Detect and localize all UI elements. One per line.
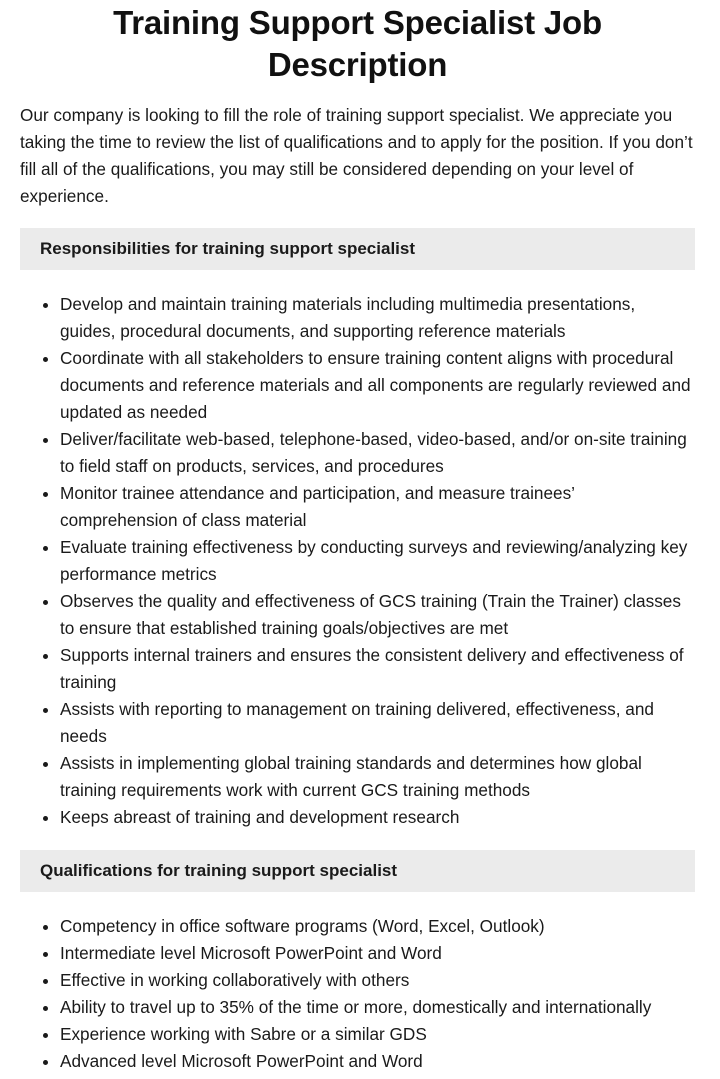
list-item: • Effective in working collaboratively with others bbox=[60, 967, 695, 994]
list-item: • Deliver/facilitate web-based, telephone-based, video-based, and/or on-site training to field staff on products, services, and procedures bbox=[60, 426, 695, 480]
list-item: • Advanced level Microsoft PowerPoint and Word bbox=[60, 1048, 695, 1075]
list-item: • Ability to travel up to 35% of the time or more, domestically and internationally bbox=[60, 994, 695, 1021]
list-item: • Intermediate level Microsoft PowerPoint and Word bbox=[60, 940, 695, 967]
page-title: Training Support Specialist Job Description bbox=[113, 4, 602, 83]
list-item: • Develop and maintain training materials including multimedia presentations, guides, procedural documents, and supporting reference materials bbox=[60, 291, 695, 345]
list-item: • Experience working with Sabre or a similar GDS bbox=[60, 1021, 695, 1048]
list-item: • Assists with reporting to management on training delivered, effectiveness, and needs bbox=[60, 696, 695, 750]
list-item: • Evaluate training effectiveness by conducting surveys and reviewing/analyzing key performance metrics bbox=[60, 534, 695, 588]
qualifications-heading: Qualifications for training support specialist bbox=[20, 850, 695, 892]
list-item: • Keeps abreast of training and development research bbox=[60, 804, 695, 831]
list-item: • Assists in implementing global training standards and determines how global training requirements work with current GCS training methods bbox=[60, 750, 695, 804]
responsibilities-list bbox=[20, 291, 695, 831]
intro-paragraph: Our company is looking to fill the role of training support specialist. We appreciate you taking the time to review the list of qualifications and to apply for the position. If you don’t fill all of the qualifications, you may still be considered depending on your level of experience. bbox=[20, 105, 693, 206]
list-item: • Supports internal trainers and ensures the consistent delivery and effectiveness of training bbox=[60, 642, 695, 696]
list-item: • Competency in office software programs (Word, Excel, Outlook) bbox=[60, 913, 695, 940]
list-item: • Observes the quality and effectiveness of GCS training (Train the Trainer) classes to ensure that established training goals/objectives are met bbox=[60, 588, 695, 642]
list-item: • Monitor trainee attendance and participation, and measure trainees’ comprehension of class material bbox=[60, 480, 695, 534]
qualifications-list bbox=[20, 913, 695, 1075]
list-item: • Coordinate with all stakeholders to ensure training content aligns with procedural documents and reference materials and all components are regularly reviewed and updated as needed bbox=[60, 345, 695, 426]
responsibilities-heading: Responsibilities for training support specialist bbox=[20, 228, 695, 270]
